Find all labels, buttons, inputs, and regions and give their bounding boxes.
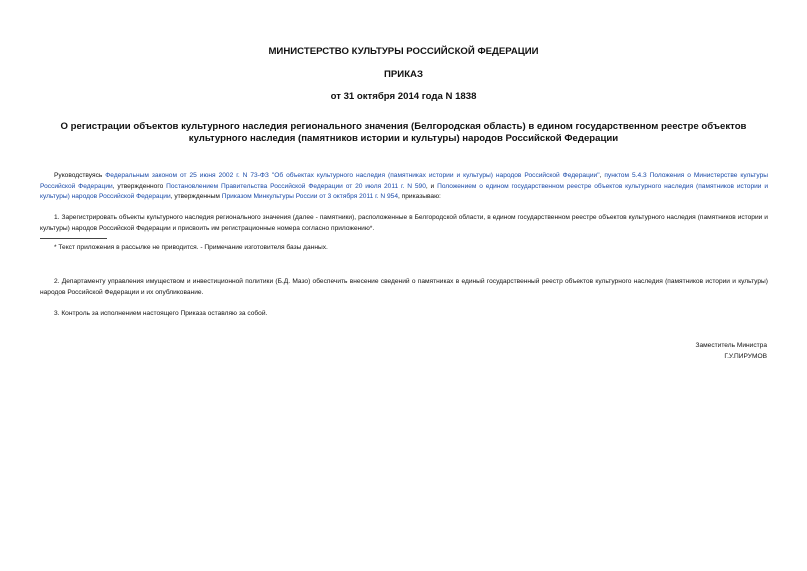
item-three-paragraph: 3. Контроль за исполнением настоящего Приказа оставляю за собой. [54,310,268,317]
link-federal-law[interactable]: Федеральным законом от 25 июня 2002 г. N 73-ФЗ "Об объектах культурного наследия (памятниках истории и культуры) народов Российской Федерации" [105,172,600,179]
basis-text-3: , утвержденного [112,182,167,190]
document-title: О регистрации объектов культурного наследия регионального значения (Белгородская область) в едином государственном реестре объектов культурного наследия (памятников истории и культуры) народов Российской Федерации [60,121,747,144]
item-two-paragraph: 2. Департаменту управления имуществом и инвестиционной политики (Б.Д. Мазо) обеспечить внесение сведений о памятниках в единый государственный реестр объектов культурного наследия (памятников истории и культуры) народов Российской Федерации и их опубликование. [40,278,768,296]
basis-text-5: , утвержденным [170,193,222,200]
signatory-position: Заместитель Министра [695,342,767,349]
basis-text-6: , приказываю: [398,193,441,200]
footnote-text: * Текст приложения в рассылке не приводится. - Примечание изготовителя базы данных. [54,244,328,251]
link-government-resolution[interactable]: Постановлением Правительства Российской Федерации от 20 июля 2011 г. N 590 [166,182,426,190]
footnote-divider [40,238,107,239]
basis-paragraph [40,171,768,203]
doc-type-heading: ПРИКАЗ [384,69,423,80]
signatory-name: Г.У.ПИРУМОВ [724,353,767,360]
basis-text-1: Руководствуясь [54,172,106,179]
ministry-heading: МИНИСТЕРСТВО КУЛЬТУРЫ РОССИЙСКОЙ ФЕДЕРАЦИИ [268,46,539,57]
date-number-heading: от 31 октября 2014 года N 1838 [330,91,477,102]
link-registry-regulation[interactable]: Положением о едином государственном реестре объектов культурного наследия (памятников истории и культуры) народов Российской Федерации [40,182,769,200]
link-ministry-order[interactable]: Приказом Минкультуры России от 3 октября 2011 г. N 954 [221,193,398,200]
link-ministry-regulation-clause[interactable]: пунктом 5.4.3 Положения о Министерстве культуры Российской Федерации [40,172,768,190]
basis-text-2: , [599,172,605,179]
basis-text-4: , и [425,182,438,190]
item-one-paragraph: 1. Зарегистрировать объекты культурного наследия регионального значения (далее - памятники), расположенные в Белгородской области, в едином государственном реестре объектов культурного наследия (памятников истории и культуры) народов Российской Федерации и присвоить им регистрационные номера согласно приложению*. [40,214,768,232]
